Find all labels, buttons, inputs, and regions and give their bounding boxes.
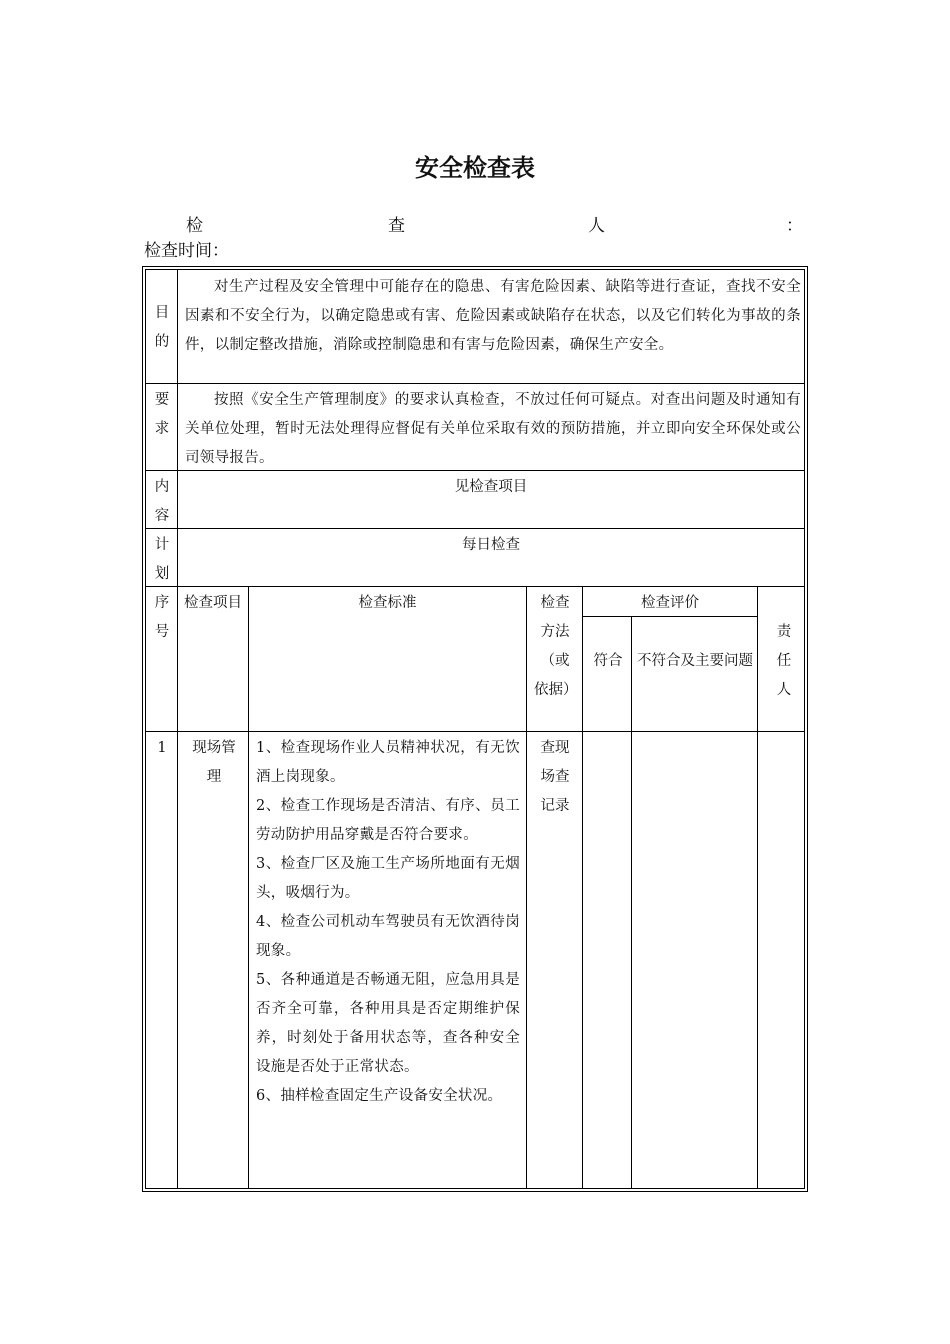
header-nonconform: 不符合及主要问题 — [637, 653, 753, 669]
standard-item: 6、抽样检查固定生产设备安全状况。 — [256, 1088, 503, 1104]
header-seq: 序号 — [154, 595, 170, 640]
col-divider — [631, 616, 632, 1188]
page-title: 安全检查表 — [415, 154, 535, 182]
plan-text: 每日检查 — [462, 537, 520, 553]
plan-label: 计划 — [154, 537, 170, 582]
header-evaluation: 检查评价 — [641, 595, 699, 611]
inspect-time-label: 检查时间： — [144, 241, 229, 261]
col-divider — [757, 586, 758, 1188]
row-standards — [256, 734, 520, 1111]
header-item: 检查项目 — [184, 595, 242, 611]
content-text: 见检查项目 — [454, 479, 528, 495]
standard-item: 4、检查公司机动车驾驶员有无饮酒待岗现象。 — [256, 914, 520, 959]
inspection-table — [142, 266, 808, 1192]
inspector-char: 人 — [588, 216, 605, 236]
col-divider — [177, 270, 178, 1188]
row-divider — [146, 586, 804, 587]
row-item: 现场管理 — [192, 740, 236, 785]
header-responsible: 责任人 — [776, 624, 792, 698]
purpose-label: 目的 — [154, 305, 170, 350]
standard-item: 1、检查现场作业人员精神状况，有无饮酒上岗现象。 — [256, 740, 520, 785]
header-method: 检查方法（或依据） — [534, 595, 578, 698]
requirement-text: 按照《安全生产管理制度》的要求认真检查，不放过任何可疑点。对查出问题及时通知有关单位处理，暂时无法处理得应督促有关单位采取有效的预防措施，并立即向安全环保处或公司领导报告。 — [185, 392, 801, 466]
row-seq: 1 — [157, 740, 167, 756]
purpose-text: 对生产过程及安全管理中可能存在的隐患、有害危险因素、缺陷等进行查证，查找不安全因素和不安全行为，以确定隐患或有害、危险因素或缺陷存在状态，以及它们转化为事故的条件，以制定整改措施，消除或控制隐患和有害与危险因素，确保生产安全。 — [185, 279, 801, 353]
table-inner-border — [145, 269, 805, 1189]
inspector-line — [186, 211, 803, 237]
standard-item: 2、检查工作现场是否清洁、有序、员工劳动防护用品穿戴是否符合要求。 — [256, 798, 520, 843]
row-method: 查现场查记录 — [540, 740, 570, 814]
inspector-char: 检 — [186, 216, 203, 236]
inspector-char: 查 — [388, 216, 405, 236]
col-divider — [582, 586, 583, 1188]
col-divider — [248, 586, 249, 1188]
standard-item: 3、检查厂区及施工生产场所地面有无烟头，吸烟行为。 — [256, 856, 520, 901]
row-divider — [146, 383, 804, 384]
header-conform: 符合 — [593, 653, 623, 669]
standard-item: 5、各种通道是否畅通无阻，应急用具是否齐全可靠，各种用具是否定期维护保养，时刻处于备用状态等，查各种安全设施是否处于正常状态。 — [256, 972, 520, 1075]
inspector-char: ： — [786, 216, 803, 236]
requirement-label: 要求 — [154, 392, 170, 437]
col-divider — [526, 586, 527, 1188]
header-standard: 检查标准 — [358, 595, 417, 611]
row-divider — [146, 731, 804, 732]
content-label: 内容 — [154, 479, 170, 524]
row-divider — [146, 528, 804, 529]
